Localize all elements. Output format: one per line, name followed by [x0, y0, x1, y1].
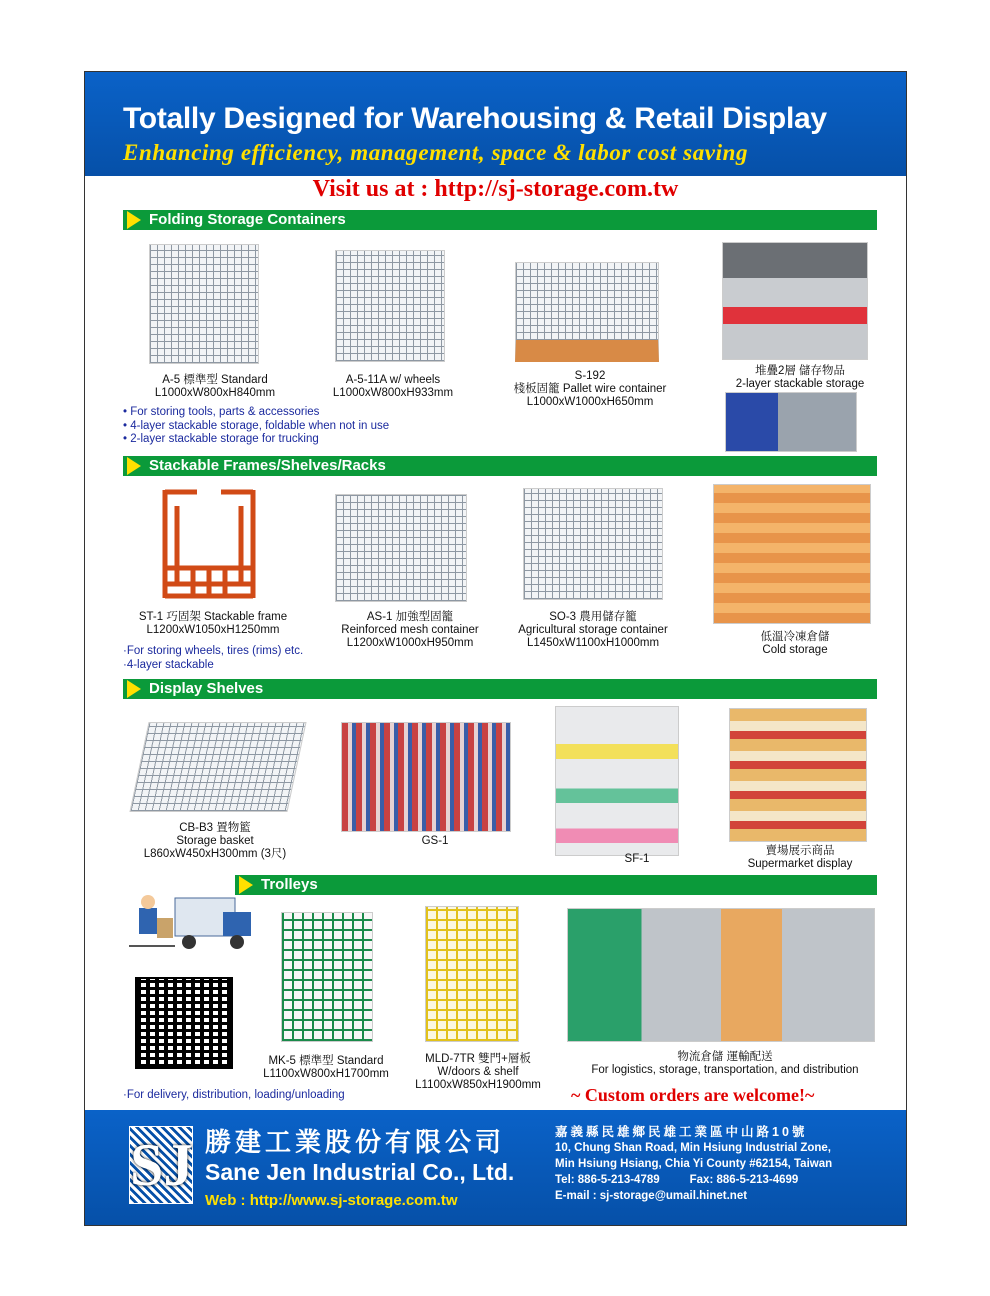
notes-folding: • For storing tools, parts & accessories • 4-layer stackable storage, foldable when not in use • 2-layer stackable storage for trucking [123, 406, 390, 445]
company-name-cn: 勝建工業股份有限公司 [205, 1127, 506, 1157]
arrow-icon [127, 680, 141, 698]
product-photo-logistics [567, 908, 875, 1042]
product-photo-as1 [335, 494, 467, 602]
arrow-icon [127, 211, 141, 229]
page-subtitle: Enhancing efficiency, management, space & labor cost saving [123, 140, 749, 165]
arrow-icon [127, 457, 141, 475]
section-title: Display Shelves [149, 680, 264, 697]
product-photo-gs1 [341, 722, 511, 832]
section-stackable-header [123, 456, 877, 476]
brochure-page [84, 71, 907, 1226]
caption-so3: SO-3 農用儲存籠 Agricultural storage container L1450xW1100xH1000mm [518, 611, 668, 649]
website-link[interactable]: Web : http://www.sj-storage.com.tw [205, 1192, 458, 1209]
fax: Fax: 886-5-213-4699 [689, 1174, 799, 1186]
notes-stackable: ·For storing wheels, tires (rims) etc. ·4-layer stackable [123, 645, 304, 671]
section-title: Stackable Frames/Shelves/Racks [149, 457, 386, 474]
caption-stackable: 堆疊2層 儲存物品 2-layer stackable storage [735, 365, 865, 390]
company-name-en: Sane Jen Industrial Co., Ltd. [205, 1159, 515, 1185]
tel: Tel: 886-5-213-4789 [555, 1174, 660, 1186]
caption-logistics: 物流倉儲 運輸配送 For logistics, storage, transportation, and distribution [591, 1051, 859, 1076]
qr-code[interactable] [135, 977, 233, 1069]
product-photo-mk5 [281, 912, 373, 1042]
address-cn: 嘉義縣民雄鄉民雄工業區中山路10號 [555, 1125, 808, 1139]
contact-info [555, 1124, 832, 1204]
section-folding-header [123, 210, 877, 230]
caption-st1: ST-1 巧固架 Stackable frame L1200xW1050xH1250mm [138, 611, 288, 636]
delivery-truck-icon [125, 886, 255, 956]
product-photo-so3 [523, 488, 663, 600]
notes-trolleys: ·For delivery, distribution, loading/unloading [123, 1089, 345, 1101]
truck-photo [725, 392, 857, 452]
section-display-header [123, 679, 877, 699]
address-line-1: 10, Chung Shan Road, Min Hsiung Industrial Zone, [555, 1142, 832, 1154]
page-title: Totally Designed for Warehousing & Retail Display [123, 102, 827, 135]
section-title: Folding Storage Containers [149, 211, 346, 228]
product-photo-a5-11a [335, 250, 445, 362]
phone-line [555, 1172, 832, 1188]
caption-sf1: SF-1 [624, 853, 650, 865]
section-title: Trolleys [261, 876, 318, 893]
product-photo-mld-7tr [425, 906, 519, 1042]
product-photo-cold-storage [713, 484, 871, 624]
product-photo-a5 [149, 244, 259, 364]
stackable-frame-icon [157, 484, 261, 602]
product-photo-sf1 [555, 706, 679, 856]
caption-as1: AS-1 加強型固籠 Reinforced mesh container L1200xW1000xH950mm [341, 611, 479, 649]
caption-a5-11a: A-5-11A w/ wheels L1000xW800xH933mm [332, 374, 454, 399]
product-photo-supermarket [729, 708, 867, 842]
product-photo-cb-b3 [129, 722, 306, 812]
footer-banner [85, 1110, 906, 1225]
caption-s192: S-192 棧板固籠 Pallet wire container L1000xW1000xH650mm [513, 370, 667, 408]
caption-a5: A-5 標準型 Standard L1000xW800xH840mm [154, 374, 276, 399]
caption-mld-7tr: MLD-7TR 雙門+層板 W/doors & shelf L1100xW850xH1900mm [415, 1053, 541, 1091]
visit-link[interactable]: Visit us at : http://sj-storage.com.tw [312, 176, 679, 202]
caption-supermarket: 賣場展示商品 Supermarket display [747, 845, 853, 870]
caption-cold-storage: 低溫冷凍倉儲 Cold storage [760, 631, 830, 656]
product-photo-stackable [722, 242, 868, 360]
header-banner [85, 72, 906, 176]
caption-mk5: MK-5 標準型 Standard L1100xW800xH1700mm [263, 1055, 389, 1080]
product-photo-s192 [515, 262, 659, 362]
company-logo: SJ [129, 1126, 193, 1204]
address-line-2: Min Hsiung Hsiang, Chia Yi County #62154, Taiwan [555, 1158, 833, 1170]
caption-gs1: GS-1 [421, 835, 449, 847]
section-trolleys-header [235, 875, 877, 895]
product-photo-st1 [157, 484, 261, 602]
caption-cb-b3: CB-B3 置物籃 Storage basket L860xW450xH300mm (3尺) [143, 822, 287, 860]
email[interactable]: E-mail : sj-storage@umail.hinet.net [555, 1190, 748, 1202]
custom-orders-text: ~ Custom orders are welcome!~ [571, 1085, 815, 1105]
